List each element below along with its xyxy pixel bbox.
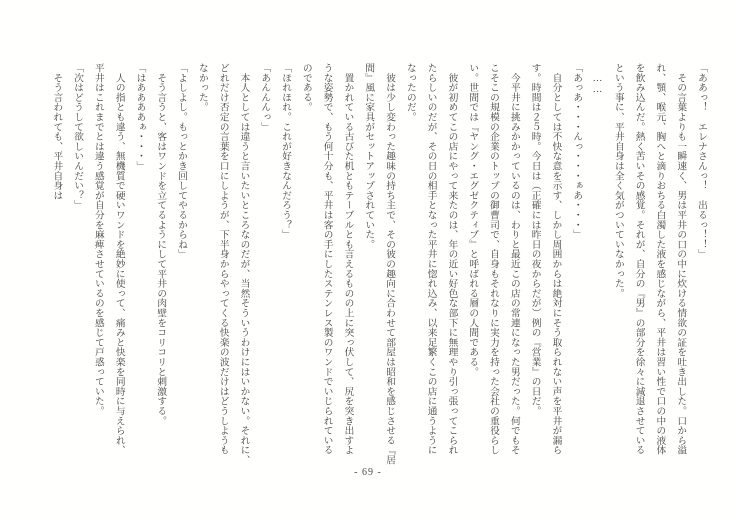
text-line: を飲み込んだ。熱く苦いその感覚。それが、自分の『男』の部分を徐々に減退させている (633, 63, 645, 455)
text-line: 平井はこれまでとは違う感覚が自分を麻痺させているのを感じて戸惑っていた。 (92, 63, 104, 416)
text-block (43, 63, 711, 463)
text-line: す。時間は２５時。今日は（正確には昨日の夜からだが）例の『営業』の日だ。 (529, 63, 541, 416)
text-line: どれだけ否定の言葉を口にしようが、下半身からやってくる快楽の波だけはどうしようも (217, 63, 229, 455)
text-line: 置かれている古びた机ともテーブルとも言えるものの上に突っ伏して、尻を突き出すよ (342, 63, 354, 455)
text-line: 「はああああぁ・・・」 (134, 63, 146, 171)
text-line: 「ああっ！ エレナさんっ！ 出るっ！！」 (696, 63, 707, 259)
text-line: 自分としては不快な意を示す、しかし周囲からは絶対にそう取られない声を平井が漏ら (550, 63, 562, 455)
text-line: 「あっあ・・・んっ・・・ぁあ・・・」 (571, 63, 583, 240)
text-line: い。世間では『ヤング・エグゼクティブ』と呼ばれる層の人間である。 (467, 63, 479, 377)
text-line: れ、顎、喉元、胸へと滴りおちる白濁した液を感じながら、平井は習い性で口の中の液体 (654, 63, 666, 455)
text-line: 今平井に挑みかかっているのは、わりと最近この店の常連になった男だった。何でもそ (508, 63, 520, 455)
text-line: その言葉よりも一瞬速く、男は平井の口の中に炊ける情欲の証を吐き出した。口から溢 (675, 63, 687, 455)
text-line: うな姿勢で、もう何十分も、平井は客の手にしたステンレス製のワンドでいじられている (321, 63, 333, 455)
text-line: 間』風に家具がセットアップされていた。 (363, 63, 375, 250)
text-line: たらしいのだが、その日の相手となった平井に惚れ込み、以来足繁くこの店に通うように (425, 63, 437, 455)
text-line: 本人としては違うと言いたいところなのだが、当然そういうわけにはいかない。それに、 (238, 63, 250, 465)
text-line: 人の指とも違う、無機質で硬いワンドを絶妙に使って、痛みと快楽を同時に与えられ、 (113, 63, 125, 455)
text-line: なかった。 (196, 63, 208, 112)
text-line: そう言われても、平井自身は (51, 63, 63, 201)
text-line: そう言うと、客はワンドを立てるようにして平井の肉壁をコリコリと刺激する。 (155, 63, 167, 426)
text-line: 「次はどうして欲しいんだい？」 (72, 63, 84, 210)
text-line: 彼が初めてこの店にやって来たのは、年の近い好色な部下に無理やり引っ張ってこられ (446, 63, 458, 455)
text-line: という事に、平井自身は全く気がついていなかった。 (612, 63, 624, 299)
text-line: 「あんんんっ」 (259, 63, 271, 132)
text-line: のである。 (300, 63, 312, 112)
text-line: …… (592, 63, 604, 95)
text-line: 「ほれほれ。これが好きなんだろう？」 (280, 63, 292, 240)
text-line: 彼は少し変わった趣味の持ち主で、その彼の趣向に合わせて部屋は昭和を感じさせる『居 (384, 63, 396, 465)
text-line: 「よしよし。もっとかき回してやるからね」 (176, 63, 188, 259)
text-line: なったのだ。 (404, 63, 416, 122)
page-number: - 69 - (354, 467, 382, 478)
text-line: こそこの規模の企業のトップの御曹司で、自身もそれなりに実力を持った会社の重役らし (488, 63, 500, 455)
